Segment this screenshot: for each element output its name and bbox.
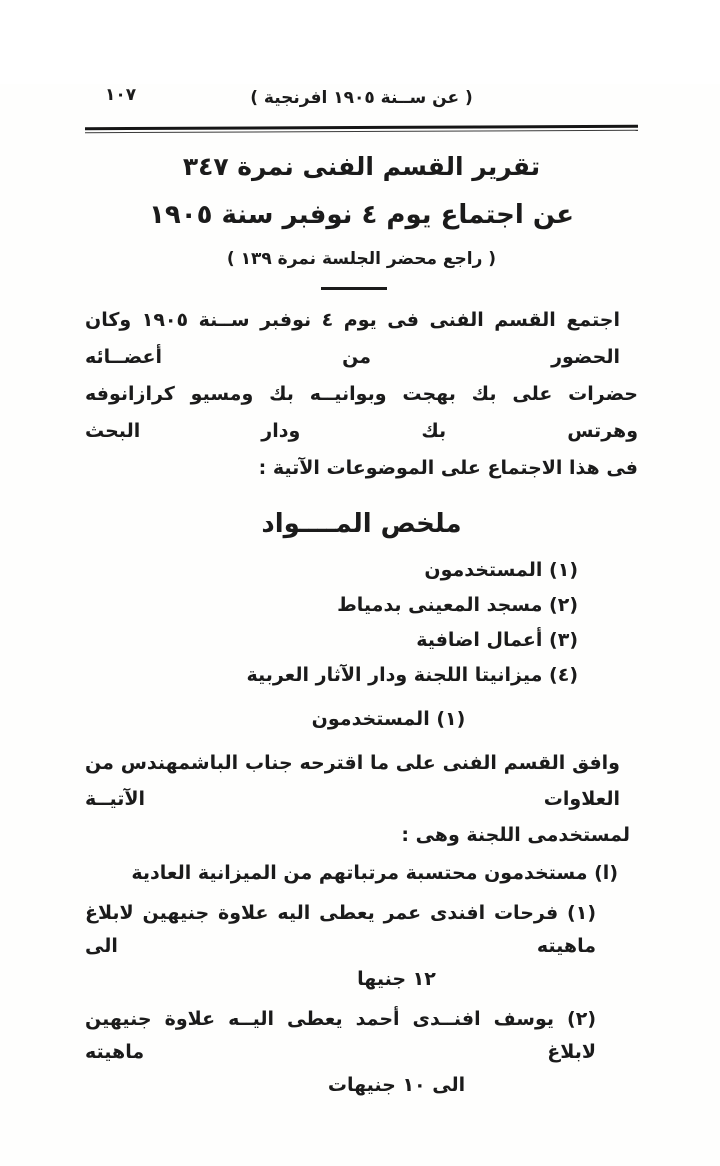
- list-item-4: (٤) ميزانيتا اللجنة ودار الآثار العربية: [246, 664, 578, 686]
- item-a-heading: (ا) مستخدمون محتسبة مرتباتهم من الميزانية العادية: [131, 862, 618, 884]
- list-item-1: (١) المستخدمون: [424, 559, 578, 581]
- report-title-line-2: عن اجتماع يوم ٤ نوفبر سنة ١٩٠٥: [149, 200, 574, 230]
- list-item-3: (٣) أعمال اضافية: [416, 629, 578, 651]
- scanned-document-page: [0, 84, 720, 1166]
- approval-paragraph: [85, 745, 638, 853]
- sub-item-1-line-1: (١) فرحات افندى عمر يعطى اليه علاوة جنيهين لابلاغ ماهيته الى: [85, 902, 596, 957]
- sub-item-2: [85, 1003, 638, 1102]
- materials-list: [85, 553, 638, 693]
- report-title-line-1: تقرير القسم الفنى نمرة ٣٤٧: [182, 152, 541, 181]
- approval-line-1: وافق القسم الفنى على ما اقترحه جناب الباشمهندس من العلاوات الآتيــة: [85, 752, 620, 810]
- page-number: ١٠٧: [105, 85, 137, 105]
- intro-line-3: فى هذا الاجتماع على الموضوعات الآتية :: [258, 457, 638, 479]
- title-separator: [321, 287, 387, 290]
- intro-paragraph: [85, 302, 638, 487]
- materials-summary-heading: ملخص المــــواد: [261, 509, 462, 539]
- approval-line-2: لمستخدمى اللجنة وهى :: [401, 824, 630, 846]
- page-header: [85, 84, 638, 112]
- sub-item-1-line-2: ١٢ جنيها: [357, 968, 436, 990]
- sub-item-2-line-1: (٢) يوسف افنــدى أحمد يعطى اليــه علاوة جنيهين لابلاغ ماهيته: [85, 1008, 596, 1063]
- list-item-2: (٢) مسجد المعينى بدمياط: [337, 594, 578, 616]
- section-1-heading: (١) المستخدمون: [311, 708, 466, 730]
- header-year-note: ( عن ســنة ١٩٠٥ افرنجية ): [250, 88, 473, 108]
- report-title-line-3: ( راجع محضر الجلسة نمرة ١٣٩ ): [226, 249, 497, 269]
- page-content: [0, 84, 720, 1102]
- header-rule: [85, 125, 638, 133]
- intro-line-2: حضرات على بك بهجت وبوانيــه بك ومسيو كرازانوفه وهرتس بك ودار البحث: [85, 383, 638, 442]
- intro-line-1: اجتمع القسم الفنى فى يوم ٤ نوفبر ســنة ١٩٠٥ وكان الحضور من أعضــائه: [85, 309, 621, 368]
- sub-item-2-line-2: الى ١٠ جنيهات: [327, 1074, 466, 1096]
- sub-item-1: [85, 897, 638, 996]
